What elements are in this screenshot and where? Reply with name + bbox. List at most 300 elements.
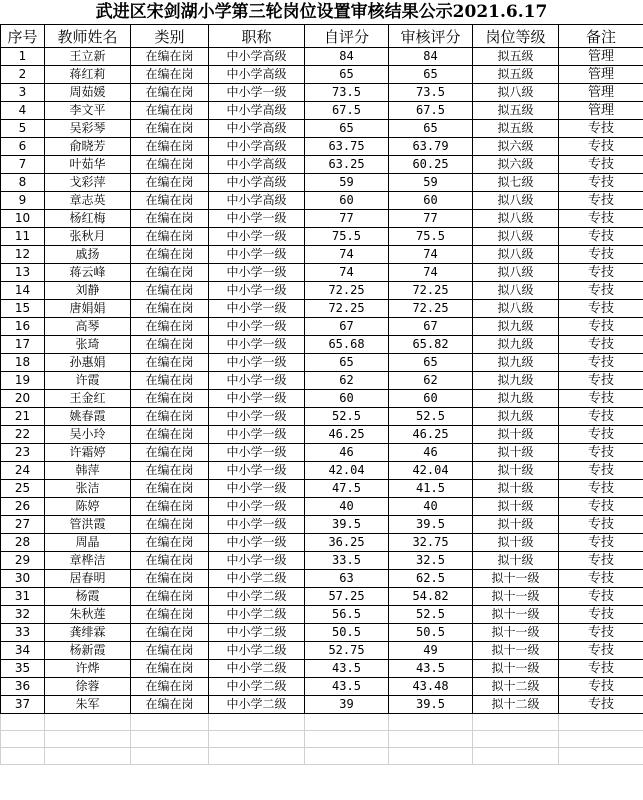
cell-category[interactable]: 在编在岗 [131, 174, 209, 192]
cell-title[interactable]: 中小学一级 [209, 444, 305, 462]
cell-review-score[interactable]: 84 [389, 48, 473, 66]
header-cell-self-score[interactable]: 自评分 [305, 25, 389, 48]
cell-post-level[interactable]: 拟十一级 [473, 624, 559, 642]
cell-remark[interactable]: 专技 [559, 138, 643, 156]
cell-title[interactable]: 中小学一级 [209, 462, 305, 480]
cell-index[interactable]: 12 [1, 246, 45, 264]
cell-title[interactable]: 中小学高级 [209, 102, 305, 120]
cell-remark[interactable]: 专技 [559, 246, 643, 264]
cell-post-level[interactable]: 拟八级 [473, 84, 559, 102]
cell-post-level[interactable]: 拟八级 [473, 282, 559, 300]
cell-remark[interactable]: 管理 [559, 66, 643, 84]
cell-index[interactable]: 32 [1, 606, 45, 624]
cell-teacher-name[interactable]: 唐娟娟 [45, 300, 131, 318]
empty-cell[interactable] [209, 748, 305, 765]
cell-remark[interactable]: 专技 [559, 516, 643, 534]
cell-self-score[interactable]: 67.5 [305, 102, 389, 120]
cell-index[interactable]: 22 [1, 426, 45, 444]
cell-review-score[interactable]: 72.25 [389, 300, 473, 318]
cell-category[interactable]: 在编在岗 [131, 408, 209, 426]
cell-index[interactable]: 26 [1, 498, 45, 516]
cell-review-score[interactable]: 32.5 [389, 552, 473, 570]
cell-post-level[interactable]: 拟九级 [473, 372, 559, 390]
cell-post-level[interactable]: 拟六级 [473, 156, 559, 174]
cell-self-score[interactable]: 65 [305, 354, 389, 372]
cell-remark[interactable]: 专技 [559, 696, 643, 714]
cell-teacher-name[interactable]: 吴彩琴 [45, 120, 131, 138]
cell-category[interactable]: 在编在岗 [131, 354, 209, 372]
cell-index[interactable]: 25 [1, 480, 45, 498]
cell-index[interactable]: 6 [1, 138, 45, 156]
cell-index[interactable]: 8 [1, 174, 45, 192]
cell-self-score[interactable]: 65 [305, 120, 389, 138]
cell-remark[interactable]: 专技 [559, 624, 643, 642]
cell-post-level[interactable]: 拟五级 [473, 102, 559, 120]
cell-remark[interactable]: 专技 [559, 606, 643, 624]
cell-teacher-name[interactable]: 蒋红莉 [45, 66, 131, 84]
cell-post-level[interactable]: 拟十一级 [473, 660, 559, 678]
cell-post-level[interactable]: 拟十级 [473, 498, 559, 516]
cell-index[interactable]: 14 [1, 282, 45, 300]
cell-self-score[interactable]: 56.5 [305, 606, 389, 624]
cell-teacher-name[interactable]: 杨新霞 [45, 642, 131, 660]
cell-review-score[interactable]: 75.5 [389, 228, 473, 246]
cell-title[interactable]: 中小学一级 [209, 300, 305, 318]
cell-review-score[interactable]: 46 [389, 444, 473, 462]
cell-review-score[interactable]: 77 [389, 210, 473, 228]
cell-category[interactable]: 在编在岗 [131, 390, 209, 408]
cell-category[interactable]: 在编在岗 [131, 210, 209, 228]
cell-remark[interactable]: 专技 [559, 534, 643, 552]
cell-post-level[interactable]: 拟十级 [473, 462, 559, 480]
cell-remark[interactable]: 专技 [559, 174, 643, 192]
empty-cell[interactable] [473, 731, 559, 748]
cell-index[interactable]: 27 [1, 516, 45, 534]
cell-post-level[interactable]: 拟八级 [473, 228, 559, 246]
cell-review-score[interactable]: 43.5 [389, 660, 473, 678]
cell-post-level[interactable]: 拟八级 [473, 300, 559, 318]
cell-title[interactable]: 中小学一级 [209, 246, 305, 264]
cell-post-level[interactable]: 拟五级 [473, 48, 559, 66]
cell-category[interactable]: 在编在岗 [131, 192, 209, 210]
cell-post-level[interactable]: 拟十一级 [473, 570, 559, 588]
cell-remark[interactable]: 管理 [559, 102, 643, 120]
cell-index[interactable]: 23 [1, 444, 45, 462]
cell-remark[interactable]: 管理 [559, 48, 643, 66]
cell-title[interactable]: 中小学一级 [209, 282, 305, 300]
cell-review-score[interactable]: 65 [389, 66, 473, 84]
cell-post-level[interactable]: 拟十级 [473, 534, 559, 552]
cell-category[interactable]: 在编在岗 [131, 228, 209, 246]
cell-review-score[interactable]: 65.82 [389, 336, 473, 354]
cell-category[interactable]: 在编在岗 [131, 624, 209, 642]
cell-category[interactable]: 在编在岗 [131, 570, 209, 588]
cell-teacher-name[interactable]: 陈婷 [45, 498, 131, 516]
cell-category[interactable]: 在编在岗 [131, 606, 209, 624]
cell-teacher-name[interactable]: 叶茹华 [45, 156, 131, 174]
cell-title[interactable]: 中小学一级 [209, 480, 305, 498]
cell-teacher-name[interactable]: 张琦 [45, 336, 131, 354]
cell-post-level[interactable]: 拟八级 [473, 192, 559, 210]
cell-self-score[interactable]: 67 [305, 318, 389, 336]
empty-cell[interactable] [131, 748, 209, 765]
cell-remark[interactable]: 专技 [559, 570, 643, 588]
empty-cell[interactable] [389, 748, 473, 765]
cell-index[interactable]: 18 [1, 354, 45, 372]
cell-teacher-name[interactable]: 戈彩萍 [45, 174, 131, 192]
header-cell-post-level[interactable]: 岗位等级 [473, 25, 559, 48]
cell-teacher-name[interactable]: 孙惠娟 [45, 354, 131, 372]
cell-index[interactable]: 31 [1, 588, 45, 606]
cell-index[interactable]: 19 [1, 372, 45, 390]
cell-review-score[interactable]: 73.5 [389, 84, 473, 102]
cell-self-score[interactable]: 57.25 [305, 588, 389, 606]
cell-remark[interactable]: 专技 [559, 210, 643, 228]
empty-cell[interactable] [305, 714, 389, 731]
cell-self-score[interactable]: 63.25 [305, 156, 389, 174]
cell-post-level[interactable]: 拟八级 [473, 246, 559, 264]
cell-title[interactable]: 中小学高级 [209, 66, 305, 84]
cell-self-score[interactable]: 59 [305, 174, 389, 192]
cell-teacher-name[interactable]: 李文平 [45, 102, 131, 120]
cell-post-level[interactable]: 拟九级 [473, 354, 559, 372]
cell-teacher-name[interactable]: 张洁 [45, 480, 131, 498]
cell-self-score[interactable]: 33.5 [305, 552, 389, 570]
cell-review-score[interactable]: 50.5 [389, 624, 473, 642]
cell-review-score[interactable]: 60 [389, 390, 473, 408]
cell-teacher-name[interactable]: 蒋云峰 [45, 264, 131, 282]
cell-post-level[interactable]: 拟十二级 [473, 678, 559, 696]
cell-self-score[interactable]: 84 [305, 48, 389, 66]
cell-index[interactable]: 24 [1, 462, 45, 480]
cell-index[interactable]: 11 [1, 228, 45, 246]
cell-self-score[interactable]: 52.5 [305, 408, 389, 426]
cell-review-score[interactable]: 59 [389, 174, 473, 192]
cell-teacher-name[interactable]: 高琴 [45, 318, 131, 336]
cell-teacher-name[interactable]: 韩萍 [45, 462, 131, 480]
cell-index[interactable]: 28 [1, 534, 45, 552]
cell-post-level[interactable]: 拟十级 [473, 480, 559, 498]
cell-title[interactable]: 中小学一级 [209, 498, 305, 516]
cell-self-score[interactable]: 65.68 [305, 336, 389, 354]
cell-category[interactable]: 在编在岗 [131, 156, 209, 174]
cell-category[interactable]: 在编在岗 [131, 516, 209, 534]
cell-category[interactable]: 在编在岗 [131, 480, 209, 498]
cell-title[interactable]: 中小学二级 [209, 606, 305, 624]
cell-remark[interactable]: 专技 [559, 444, 643, 462]
cell-index[interactable]: 13 [1, 264, 45, 282]
cell-title[interactable]: 中小学一级 [209, 210, 305, 228]
cell-index[interactable]: 16 [1, 318, 45, 336]
empty-cell[interactable] [389, 731, 473, 748]
cell-teacher-name[interactable]: 王立新 [45, 48, 131, 66]
cell-post-level[interactable]: 拟九级 [473, 408, 559, 426]
cell-self-score[interactable]: 73.5 [305, 84, 389, 102]
cell-self-score[interactable]: 74 [305, 264, 389, 282]
cell-category[interactable]: 在编在岗 [131, 264, 209, 282]
cell-title[interactable]: 中小学高级 [209, 120, 305, 138]
cell-remark[interactable]: 专技 [559, 372, 643, 390]
cell-title[interactable]: 中小学高级 [209, 48, 305, 66]
cell-category[interactable]: 在编在岗 [131, 300, 209, 318]
cell-review-score[interactable]: 43.48 [389, 678, 473, 696]
cell-remark[interactable]: 专技 [559, 408, 643, 426]
empty-cell[interactable] [209, 731, 305, 748]
cell-post-level[interactable]: 拟十二级 [473, 696, 559, 714]
cell-title[interactable]: 中小学一级 [209, 426, 305, 444]
cell-review-score[interactable]: 67 [389, 318, 473, 336]
cell-self-score[interactable]: 39.5 [305, 516, 389, 534]
cell-category[interactable]: 在编在岗 [131, 444, 209, 462]
cell-review-score[interactable]: 74 [389, 246, 473, 264]
cell-self-score[interactable]: 77 [305, 210, 389, 228]
cell-category[interactable]: 在编在岗 [131, 282, 209, 300]
cell-teacher-name[interactable]: 许烨 [45, 660, 131, 678]
cell-index[interactable]: 2 [1, 66, 45, 84]
empty-cell[interactable] [389, 714, 473, 731]
header-cell-name[interactable]: 教师姓名 [45, 25, 131, 48]
cell-category[interactable]: 在编在岗 [131, 246, 209, 264]
cell-title[interactable]: 中小学一级 [209, 264, 305, 282]
header-cell-index[interactable]: 序号 [1, 25, 45, 48]
cell-review-score[interactable]: 49 [389, 642, 473, 660]
cell-review-score[interactable]: 65 [389, 354, 473, 372]
cell-self-score[interactable]: 52.75 [305, 642, 389, 660]
cell-category[interactable]: 在编在岗 [131, 48, 209, 66]
cell-remark[interactable]: 专技 [559, 426, 643, 444]
cell-post-level[interactable]: 拟十一级 [473, 642, 559, 660]
cell-teacher-name[interactable]: 章桦洁 [45, 552, 131, 570]
cell-title[interactable]: 中小学二级 [209, 678, 305, 696]
cell-teacher-name[interactable]: 居春明 [45, 570, 131, 588]
cell-title[interactable]: 中小学一级 [209, 534, 305, 552]
cell-post-level[interactable]: 拟八级 [473, 264, 559, 282]
cell-remark[interactable]: 专技 [559, 642, 643, 660]
cell-title[interactable]: 中小学二级 [209, 570, 305, 588]
cell-remark[interactable]: 专技 [559, 588, 643, 606]
cell-self-score[interactable]: 72.25 [305, 282, 389, 300]
cell-title[interactable]: 中小学一级 [209, 84, 305, 102]
cell-title[interactable]: 中小学一级 [209, 336, 305, 354]
cell-remark[interactable]: 专技 [559, 678, 643, 696]
cell-remark[interactable]: 专技 [559, 192, 643, 210]
empty-cell[interactable] [559, 714, 643, 731]
cell-review-score[interactable]: 54.82 [389, 588, 473, 606]
cell-review-score[interactable]: 32.75 [389, 534, 473, 552]
empty-cell[interactable] [559, 731, 643, 748]
cell-title[interactable]: 中小学二级 [209, 642, 305, 660]
cell-remark[interactable]: 管理 [559, 84, 643, 102]
cell-index[interactable]: 7 [1, 156, 45, 174]
cell-category[interactable]: 在编在岗 [131, 552, 209, 570]
cell-self-score[interactable]: 50.5 [305, 624, 389, 642]
cell-teacher-name[interactable]: 章志英 [45, 192, 131, 210]
header-cell-review-score[interactable]: 审核评分 [389, 25, 473, 48]
cell-title[interactable]: 中小学二级 [209, 696, 305, 714]
cell-teacher-name[interactable]: 许霜婷 [45, 444, 131, 462]
cell-index[interactable]: 33 [1, 624, 45, 642]
empty-cell[interactable] [45, 731, 131, 748]
cell-category[interactable]: 在编在岗 [131, 642, 209, 660]
cell-self-score[interactable]: 39 [305, 696, 389, 714]
cell-review-score[interactable]: 39.5 [389, 696, 473, 714]
cell-category[interactable]: 在编在岗 [131, 138, 209, 156]
cell-category[interactable]: 在编在岗 [131, 336, 209, 354]
cell-self-score[interactable]: 46.25 [305, 426, 389, 444]
cell-review-score[interactable]: 67.5 [389, 102, 473, 120]
cell-post-level[interactable]: 拟九级 [473, 336, 559, 354]
cell-remark[interactable]: 专技 [559, 354, 643, 372]
cell-self-score[interactable]: 75.5 [305, 228, 389, 246]
cell-teacher-name[interactable]: 刘静 [45, 282, 131, 300]
cell-review-score[interactable]: 52.5 [389, 606, 473, 624]
header-cell-category[interactable]: 类别 [131, 25, 209, 48]
cell-title[interactable]: 中小学一级 [209, 372, 305, 390]
cell-review-score[interactable]: 62.5 [389, 570, 473, 588]
cell-teacher-name[interactable]: 杨红梅 [45, 210, 131, 228]
cell-category[interactable]: 在编在岗 [131, 318, 209, 336]
cell-self-score[interactable]: 62 [305, 372, 389, 390]
cell-remark[interactable]: 专技 [559, 318, 643, 336]
cell-index[interactable]: 5 [1, 120, 45, 138]
cell-title[interactable]: 中小学一级 [209, 318, 305, 336]
cell-post-level[interactable]: 拟十级 [473, 516, 559, 534]
cell-self-score[interactable]: 43.5 [305, 660, 389, 678]
cell-index[interactable]: 10 [1, 210, 45, 228]
cell-teacher-name[interactable]: 管洪霞 [45, 516, 131, 534]
cell-index[interactable]: 15 [1, 300, 45, 318]
cell-self-score[interactable]: 72.25 [305, 300, 389, 318]
empty-cell[interactable] [473, 714, 559, 731]
cell-review-score[interactable]: 60 [389, 192, 473, 210]
cell-post-level[interactable]: 拟五级 [473, 66, 559, 84]
cell-category[interactable]: 在编在岗 [131, 462, 209, 480]
cell-self-score[interactable]: 63.75 [305, 138, 389, 156]
empty-cell[interactable] [131, 714, 209, 731]
empty-cell[interactable] [305, 748, 389, 765]
cell-title[interactable]: 中小学一级 [209, 516, 305, 534]
cell-index[interactable]: 30 [1, 570, 45, 588]
cell-review-score[interactable]: 74 [389, 264, 473, 282]
cell-teacher-name[interactable]: 朱秋莲 [45, 606, 131, 624]
cell-category[interactable]: 在编在岗 [131, 102, 209, 120]
cell-teacher-name[interactable]: 俞晓芳 [45, 138, 131, 156]
cell-review-score[interactable]: 62 [389, 372, 473, 390]
cell-teacher-name[interactable]: 龚绯霖 [45, 624, 131, 642]
cell-post-level[interactable]: 拟五级 [473, 120, 559, 138]
cell-post-level[interactable]: 拟十级 [473, 426, 559, 444]
cell-review-score[interactable]: 46.25 [389, 426, 473, 444]
cell-category[interactable]: 在编在岗 [131, 84, 209, 102]
empty-cell[interactable] [559, 748, 643, 765]
cell-index[interactable]: 29 [1, 552, 45, 570]
cell-category[interactable]: 在编在岗 [131, 660, 209, 678]
cell-index[interactable]: 9 [1, 192, 45, 210]
cell-remark[interactable]: 专技 [559, 498, 643, 516]
cell-post-level[interactable]: 拟十一级 [473, 588, 559, 606]
empty-cell[interactable] [209, 714, 305, 731]
cell-index[interactable]: 37 [1, 696, 45, 714]
cell-title[interactable]: 中小学一级 [209, 390, 305, 408]
cell-remark[interactable]: 专技 [559, 156, 643, 174]
cell-teacher-name[interactable]: 王金红 [45, 390, 131, 408]
cell-remark[interactable]: 专技 [559, 390, 643, 408]
cell-post-level[interactable]: 拟九级 [473, 318, 559, 336]
cell-category[interactable]: 在编在岗 [131, 498, 209, 516]
cell-remark[interactable]: 专技 [559, 480, 643, 498]
cell-title[interactable]: 中小学一级 [209, 408, 305, 426]
cell-index[interactable]: 21 [1, 408, 45, 426]
cell-category[interactable]: 在编在岗 [131, 120, 209, 138]
cell-remark[interactable]: 专技 [559, 228, 643, 246]
cell-title[interactable]: 中小学二级 [209, 624, 305, 642]
cell-category[interactable]: 在编在岗 [131, 534, 209, 552]
cell-review-score[interactable]: 52.5 [389, 408, 473, 426]
cell-self-score[interactable]: 60 [305, 192, 389, 210]
cell-post-level[interactable]: 拟七级 [473, 174, 559, 192]
cell-post-level[interactable]: 拟六级 [473, 138, 559, 156]
cell-self-score[interactable]: 40 [305, 498, 389, 516]
cell-index[interactable]: 3 [1, 84, 45, 102]
cell-title[interactable]: 中小学二级 [209, 588, 305, 606]
cell-category[interactable]: 在编在岗 [131, 372, 209, 390]
cell-remark[interactable]: 专技 [559, 660, 643, 678]
cell-post-level[interactable]: 拟十一级 [473, 606, 559, 624]
cell-category[interactable]: 在编在岗 [131, 678, 209, 696]
cell-index[interactable]: 17 [1, 336, 45, 354]
empty-cell[interactable] [45, 714, 131, 731]
cell-category[interactable]: 在编在岗 [131, 426, 209, 444]
cell-self-score[interactable]: 46 [305, 444, 389, 462]
cell-index[interactable]: 35 [1, 660, 45, 678]
cell-title[interactable]: 中小学高级 [209, 156, 305, 174]
cell-review-score[interactable]: 65 [389, 120, 473, 138]
cell-title[interactable]: 中小学高级 [209, 174, 305, 192]
cell-teacher-name[interactable]: 杨霞 [45, 588, 131, 606]
cell-review-score[interactable]: 63.79 [389, 138, 473, 156]
header-cell-remark[interactable]: 备注 [559, 25, 643, 48]
empty-cell[interactable] [1, 714, 45, 731]
cell-teacher-name[interactable]: 周晶 [45, 534, 131, 552]
cell-self-score[interactable]: 65 [305, 66, 389, 84]
cell-post-level[interactable]: 拟八级 [473, 210, 559, 228]
cell-review-score[interactable]: 40 [389, 498, 473, 516]
cell-title[interactable]: 中小学高级 [209, 192, 305, 210]
cell-post-level[interactable]: 拟十级 [473, 552, 559, 570]
cell-review-score[interactable]: 41.5 [389, 480, 473, 498]
cell-teacher-name[interactable]: 许霞 [45, 372, 131, 390]
cell-teacher-name[interactable]: 徐蓉 [45, 678, 131, 696]
cell-remark[interactable]: 专技 [559, 462, 643, 480]
header-cell-title[interactable]: 职称 [209, 25, 305, 48]
cell-self-score[interactable]: 42.04 [305, 462, 389, 480]
cell-remark[interactable]: 专技 [559, 552, 643, 570]
cell-review-score[interactable]: 72.25 [389, 282, 473, 300]
cell-index[interactable]: 34 [1, 642, 45, 660]
cell-index[interactable]: 1 [1, 48, 45, 66]
cell-review-score[interactable]: 39.5 [389, 516, 473, 534]
cell-title[interactable]: 中小学一级 [209, 228, 305, 246]
cell-index[interactable]: 36 [1, 678, 45, 696]
cell-teacher-name[interactable]: 朱军 [45, 696, 131, 714]
cell-category[interactable]: 在编在岗 [131, 66, 209, 84]
cell-remark[interactable]: 专技 [559, 264, 643, 282]
cell-index[interactable]: 4 [1, 102, 45, 120]
cell-self-score[interactable]: 63 [305, 570, 389, 588]
cell-index[interactable]: 20 [1, 390, 45, 408]
cell-self-score[interactable]: 47.5 [305, 480, 389, 498]
cell-review-score[interactable]: 42.04 [389, 462, 473, 480]
